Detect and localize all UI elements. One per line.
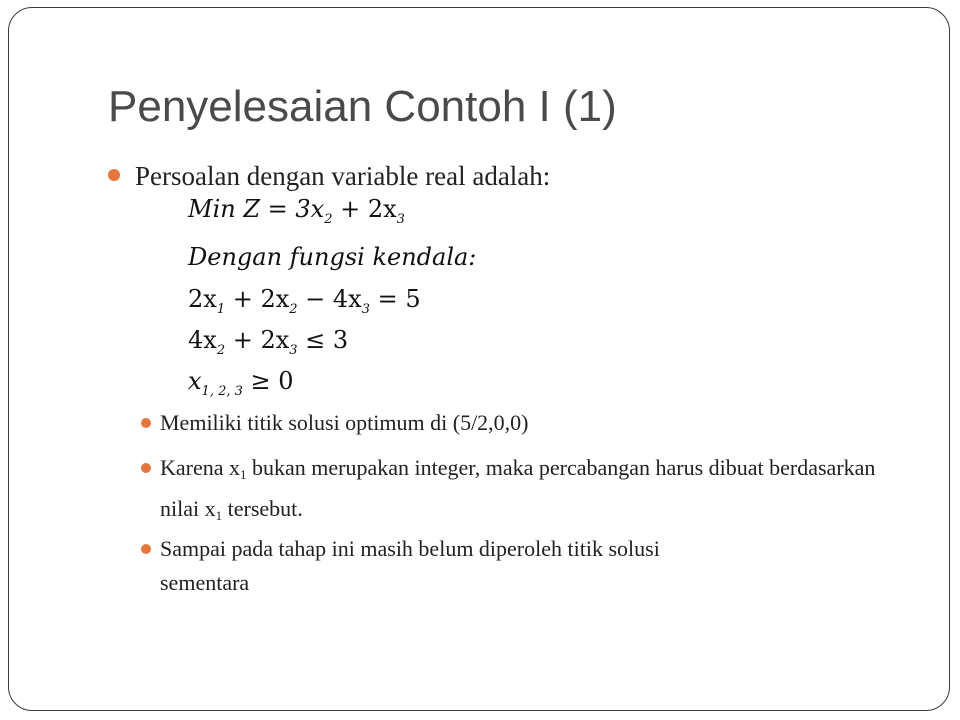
constraint-2: $4x_2 + 2x_3 \le 3$ — [188, 326, 349, 358]
sub-bullet-text: Sampai pada tahap ini masih belum diperoleh titik solusi sementara — [160, 536, 660, 595]
sub-bullet-dot — [141, 463, 151, 473]
objective-line: Min $Z = 3x_2 + 2x_3$ — [188, 195, 405, 227]
constraint-3: $x_{1, 2, 3} \ge 0$ — [188, 367, 294, 399]
sub-bullet-dot — [141, 544, 151, 554]
slide-title: Penyelesaian Contoh I (1) — [108, 82, 617, 131]
sub-bullet-text: Memiliki titik solusi optimum di (5/2,0,0) — [160, 410, 529, 435]
constraint-1: $2x_1 + 2x_2 - 4x_3 = 5$ — [188, 285, 421, 317]
bullet-text: Persoalan dengan variable real adalah: — [135, 161, 551, 191]
sub-bullet-dot — [141, 418, 151, 428]
bullet-dot — [108, 169, 120, 181]
sub-bullet-text: Karena $x_1$ bukan merupakan integer, maka percabangan harus dibuat berdasarkan nilai $x_1$ tersebut. — [160, 455, 876, 523]
constraint-heading: Dengan fungsi kendala: — [188, 243, 477, 271]
